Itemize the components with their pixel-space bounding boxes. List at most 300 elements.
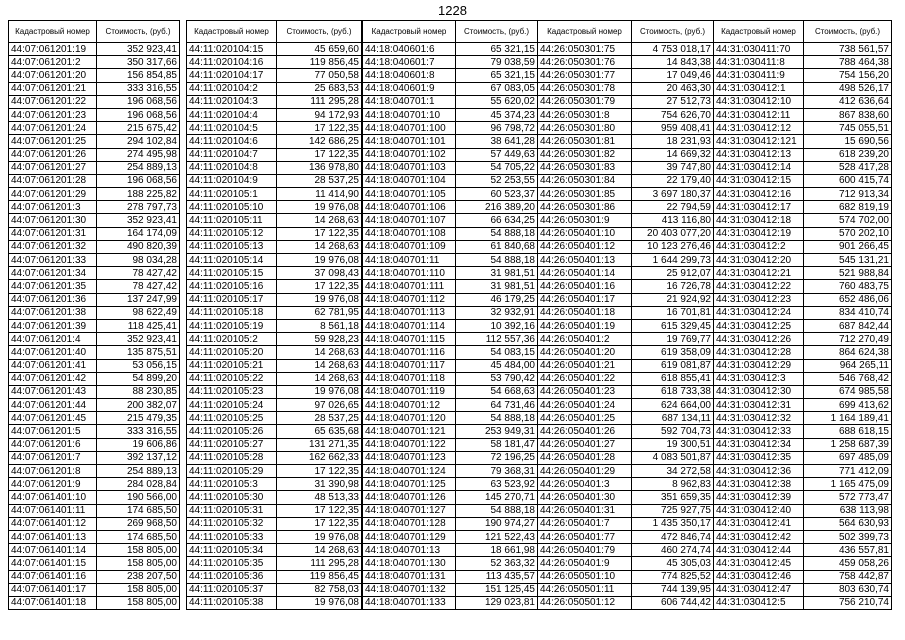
cadastral-number-cell: 44:26:050301:85: [538, 188, 632, 201]
table-row: [9, 491, 180, 504]
cost-cell: 31 390,98: [277, 478, 362, 491]
cadastral-number-cell: 44:26:050401:77: [538, 530, 632, 543]
cost-cell: 190 974,27: [456, 517, 538, 530]
cadastral-number-cell: 44:18:040701:114: [363, 319, 456, 332]
cost-cell: 16 701,81: [632, 306, 714, 319]
cost-cell: 22 179,40: [632, 174, 714, 187]
cadastral-number-cell: 44:11:020104:15: [187, 43, 277, 56]
cost-cell: 131 271,35: [277, 438, 362, 451]
table-row: [538, 254, 714, 267]
cadastral-number-cell: 44:26:050301:82: [538, 148, 632, 161]
table-row: [9, 359, 180, 372]
table-row: [538, 280, 714, 293]
cadastral-number-cell: 44:26:050401:18: [538, 306, 632, 319]
cadastral-number-cell: 44:11:020105:30: [187, 491, 277, 504]
table-row: [538, 399, 714, 412]
table-row: [538, 465, 714, 478]
cost-cell: 94 172,93: [277, 108, 362, 121]
cadastral-number-cell: 44:07:061201:32: [9, 240, 97, 253]
cost-cell: 459 058,26: [804, 557, 892, 570]
table-row: [538, 570, 714, 583]
cost-cell: 253 949,31: [456, 425, 538, 438]
table-row: [187, 56, 362, 69]
cost-cell: 97 026,65: [277, 399, 362, 412]
cost-cell: 19 769,77: [632, 333, 714, 346]
table-row: [363, 161, 538, 174]
cadastral-number-cell: 44:07:061201:3: [9, 201, 97, 214]
table-row: [187, 188, 362, 201]
table-row: [538, 319, 714, 332]
table-row: [187, 240, 362, 253]
table-row: [187, 478, 362, 491]
table-row: [9, 43, 180, 56]
cadastral-number-cell: 44:11:020105:36: [187, 570, 277, 583]
cost-cell: 294 102,84: [97, 135, 180, 148]
cost-cell: 64 731,46: [456, 399, 538, 412]
table-row: [363, 280, 538, 293]
table-row: [363, 306, 538, 319]
cost-cell: 682 819,19: [804, 201, 892, 214]
cost-cell: 53 790,42: [456, 372, 538, 385]
table-row: [714, 517, 892, 530]
cost-cell: 14 268,63: [277, 346, 362, 359]
cadastral-number-cell: 44:11:020104:16: [187, 56, 277, 69]
cadastral-number-cell: 44:07:061401:18: [9, 596, 97, 609]
cadastral-number-cell: 44:11:020105:27: [187, 438, 277, 451]
cost-cell: 19 976,08: [277, 385, 362, 398]
cost-cell: 162 662,33: [277, 451, 362, 464]
cost-cell: 174 685,50: [97, 530, 180, 543]
cost-cell: 274 495,98: [97, 148, 180, 161]
cost-cell: 65 321,15: [456, 69, 538, 82]
cost-cell: 137 247,99: [97, 293, 180, 306]
table-row: [538, 293, 714, 306]
table-row: [363, 438, 538, 451]
cost-cell: 3 697 180,37: [632, 188, 714, 201]
cadastral-number-cell: 44:26:050401:26: [538, 425, 632, 438]
cost-cell: 352 923,41: [97, 333, 180, 346]
header-cost: Стоимость, (руб.): [804, 21, 892, 43]
table-row: [714, 69, 892, 82]
cost-cell: 158 805,00: [97, 557, 180, 570]
cost-cell: 412 636,64: [804, 95, 892, 108]
cadastral-number-cell: 44:18:040701:101: [363, 135, 456, 148]
cost-cell: 62 781,95: [277, 306, 362, 319]
header-cadastral-number: Кадастровый номер: [9, 21, 97, 43]
cost-cell: 52 253,55: [456, 174, 538, 187]
table-row: [187, 267, 362, 280]
cadastral-number-cell: 44:11:020104:8: [187, 161, 277, 174]
table-row: [363, 425, 538, 438]
cadastral-number-cell: 44:11:020104:7: [187, 148, 277, 161]
cost-cell: 216 389,20: [456, 201, 538, 214]
cost-cell: 37 098,43: [277, 267, 362, 280]
table-row: [9, 227, 180, 240]
cadastral-number-cell: 44:18:040701:119: [363, 385, 456, 398]
cost-cell: 615 329,45: [632, 319, 714, 332]
cadastral-number-cell: 44:07:061201:23: [9, 108, 97, 121]
cost-cell: 754 156,20: [804, 69, 892, 82]
table-row: [538, 122, 714, 135]
table-row: [9, 148, 180, 161]
cadastral-number-cell: 44:07:061201:34: [9, 267, 97, 280]
cadastral-number-cell: 44:18:040701:133: [363, 596, 456, 609]
cadastral-number-cell: 44:07:061201:21: [9, 82, 97, 95]
cadastral-number-cell: 44:31:030412:39: [714, 491, 804, 504]
table-row: [714, 267, 892, 280]
cost-cell: 54 888,18: [456, 254, 538, 267]
cadastral-number-cell: 44:07:061201:9: [9, 478, 97, 491]
table-row: [538, 425, 714, 438]
cost-cell: 142 686,25: [277, 135, 362, 148]
cost-cell: 333 316,55: [97, 425, 180, 438]
cadastral-number-cell: 44:26:050401:24: [538, 399, 632, 412]
cost-cell: 151 125,45: [456, 583, 538, 596]
cadastral-number-cell: 44:11:020105:26: [187, 425, 277, 438]
cost-cell: 17 122,35: [277, 122, 362, 135]
table-row: [714, 583, 892, 596]
table-row: [9, 122, 180, 135]
cost-cell: 22 794,59: [632, 201, 714, 214]
header-cost: Стоимость, (руб.): [456, 21, 538, 43]
table-row: [9, 465, 180, 478]
cost-cell: 564 630,93: [804, 517, 892, 530]
cadastral-number-cell: 44:11:020104:17: [187, 69, 277, 82]
cadastral-number-cell: 44:18:040601:7: [363, 56, 456, 69]
table-row: [538, 306, 714, 319]
table-row: [714, 306, 892, 319]
table-row: [363, 385, 538, 398]
cost-cell: 350 317,66: [97, 56, 180, 69]
cadastral-number-cell: 44:18:040701:124: [363, 465, 456, 478]
cost-cell: 688 618,15: [804, 425, 892, 438]
cadastral-number-cell: 44:31:030412:22: [714, 280, 804, 293]
table-row: [714, 108, 892, 121]
table-row: [363, 504, 538, 517]
cadastral-number-cell: 44:31:030412:16: [714, 188, 804, 201]
table-row: [714, 425, 892, 438]
cost-cell: 754 626,70: [632, 108, 714, 121]
cadastral-number-cell: 44:18:040701:126: [363, 491, 456, 504]
cadastral-number-cell: 44:11:020105:31: [187, 504, 277, 517]
cadastral-number-cell: 44:26:050301:80: [538, 122, 632, 135]
table-row: [714, 557, 892, 570]
cadastral-number-cell: 44:26:050401:14: [538, 267, 632, 280]
cost-cell: 14 268,63: [277, 544, 362, 557]
table-row: [714, 293, 892, 306]
table-row: [714, 174, 892, 187]
cadastral-number-cell: 44:31:030412:38: [714, 478, 804, 491]
table-row: [363, 451, 538, 464]
cadastral-number-cell: 44:31:030412:23: [714, 293, 804, 306]
cost-cell: 352 923,41: [97, 43, 180, 56]
table-row: [187, 438, 362, 451]
cost-cell: 21 924,92: [632, 293, 714, 306]
table-row: [714, 188, 892, 201]
table-row: [363, 530, 538, 543]
cost-cell: 196 068,56: [97, 95, 180, 108]
cadastral-number-cell: 44:07:061201:28: [9, 174, 97, 187]
table-row: [9, 557, 180, 570]
cost-cell: 674 985,58: [804, 385, 892, 398]
cost-cell: 15 690,56: [804, 135, 892, 148]
cadastral-number-cell: 44:18:040701:123: [363, 451, 456, 464]
table-row: [187, 596, 362, 609]
table-row: [187, 306, 362, 319]
cadastral-number-cell: 44:31:030412:5: [714, 596, 804, 609]
cadastral-number-cell: 44:31:030412:18: [714, 214, 804, 227]
cost-cell: 17 122,35: [277, 280, 362, 293]
table-row: [538, 267, 714, 280]
cadastral-number-cell: 44:26:050301:77: [538, 69, 632, 82]
cost-cell: 624 664,00: [632, 399, 714, 412]
cadastral-number-cell: 44:07:061201:29: [9, 188, 97, 201]
table-row: [363, 399, 538, 412]
cadastral-number-cell: 44:11:020105:25: [187, 412, 277, 425]
table-row: [363, 69, 538, 82]
cadastral-number-cell: 44:31:030412:25: [714, 319, 804, 332]
cost-cell: 8 561,18: [277, 319, 362, 332]
cost-cell: 79 038,59: [456, 56, 538, 69]
cost-cell: 65 321,15: [456, 43, 538, 56]
cadastral-number-cell: 44:07:061201:20: [9, 69, 97, 82]
cost-cell: 498 526,17: [804, 82, 892, 95]
cost-cell: 11 414,90: [277, 188, 362, 201]
table-row: [714, 385, 892, 398]
table-row: [187, 346, 362, 359]
cost-cell: 53 056,15: [97, 359, 180, 372]
cost-cell: 111 295,28: [277, 557, 362, 570]
header-cadastral-number: Кадастровый номер: [363, 21, 456, 43]
cadastral-number-cell: 44:26:050401:27: [538, 438, 632, 451]
cost-cell: 54 888,18: [456, 227, 538, 240]
cost-cell: 460 274,74: [632, 544, 714, 557]
cadastral-number-cell: 44:18:040701:100: [363, 122, 456, 135]
cost-cell: 521 988,84: [804, 267, 892, 280]
cost-cell: 1 258 687,39: [804, 438, 892, 451]
table-row: [538, 240, 714, 253]
cadastral-number-cell: 44:18:040701:131: [363, 570, 456, 583]
table-row: [187, 135, 362, 148]
table-row: [538, 227, 714, 240]
cost-cell: 14 268,63: [277, 214, 362, 227]
cost-cell: 60 523,37: [456, 188, 538, 201]
cost-cell: 10 392,16: [456, 319, 538, 332]
table-row: [187, 544, 362, 557]
cadastral-number-cell: 44:26:050301:81: [538, 135, 632, 148]
table-row: [363, 201, 538, 214]
table-row: [187, 122, 362, 135]
cost-cell: 215 675,42: [97, 122, 180, 135]
table-row: [9, 544, 180, 557]
cost-cell: 697 485,09: [804, 451, 892, 464]
cost-cell: 269 968,50: [97, 517, 180, 530]
cadastral-number-cell: 44:26:050301:84: [538, 174, 632, 187]
cadastral-number-cell: 44:11:020105:35: [187, 557, 277, 570]
cadastral-number-cell: 44:07:061201:8: [9, 465, 97, 478]
cadastral-number-cell: 44:18:040701:129: [363, 530, 456, 543]
cost-cell: 45 659,60: [277, 43, 362, 56]
cadastral-number-cell: 44:26:050401:28: [538, 451, 632, 464]
table-row: [187, 148, 362, 161]
cadastral-number-cell: 44:26:050401:17: [538, 293, 632, 306]
cadastral-number-cell: 44:11:020105:11: [187, 214, 277, 227]
table-row: [187, 557, 362, 570]
cadastral-number-cell: 44:26:050301:78: [538, 82, 632, 95]
table-row: [714, 596, 892, 609]
table-row: [187, 174, 362, 187]
cadastral-number-cell: 44:07:061201:25: [9, 135, 97, 148]
cost-cell: 758 442,87: [804, 570, 892, 583]
cost-cell: 687 842,44: [804, 319, 892, 332]
table-row: [714, 504, 892, 517]
cadastral-number-cell: 44:31:030412:31: [714, 399, 804, 412]
cost-cell: 158 805,00: [97, 583, 180, 596]
cost-cell: 959 408,41: [632, 122, 714, 135]
cadastral-number-cell: 44:07:061201:45: [9, 412, 97, 425]
cadastral-number-cell: 44:26:050401:13: [538, 254, 632, 267]
table-row: [538, 174, 714, 187]
cadastral-number-cell: 44:11:020104:2: [187, 82, 277, 95]
table-row: [714, 465, 892, 478]
table-row: [714, 82, 892, 95]
cadastral-number-cell: 44:31:030412:42: [714, 530, 804, 543]
table-row: [9, 188, 180, 201]
cadastral-number-cell: 44:31:030412:15: [714, 174, 804, 187]
cost-cell: 45 374,23: [456, 108, 538, 121]
cost-cell: 574 702,00: [804, 214, 892, 227]
table-row: [363, 491, 538, 504]
cost-cell: 725 927,75: [632, 504, 714, 517]
cadastral-number-cell: 44:18:040701:122: [363, 438, 456, 451]
table-row: [538, 385, 714, 398]
cadastral-number-cell: 44:18:040701:127: [363, 504, 456, 517]
table-row: [9, 333, 180, 346]
cost-cell: 174 685,50: [97, 504, 180, 517]
cadastral-number-cell: 44:07:061201:7: [9, 451, 97, 464]
cadastral-number-cell: 44:07:061201:40: [9, 346, 97, 359]
table-row: [363, 135, 538, 148]
cadastral-number-cell: 44:31:030412:13: [714, 148, 804, 161]
cadastral-number-cell: 44:26:050301:83: [538, 161, 632, 174]
cost-cell: 619 358,09: [632, 346, 714, 359]
table-row: [187, 95, 362, 108]
cost-cell: 18 661,98: [456, 544, 538, 557]
cadastral-number-cell: 44:07:061401:10: [9, 491, 97, 504]
table-row: [363, 359, 538, 372]
header-cost: Стоимость, (руб.): [97, 21, 180, 43]
cost-cell: 19 300,51: [632, 438, 714, 451]
table-row: [538, 346, 714, 359]
table-row: [9, 267, 180, 280]
cadastral-number-cell: 44:18:040701:13: [363, 544, 456, 557]
table-row: [9, 214, 180, 227]
table-row: [187, 570, 362, 583]
cost-cell: 502 399,73: [804, 530, 892, 543]
cadastral-number-cell: 44:18:040701:109: [363, 240, 456, 253]
cost-cell: 351 659,35: [632, 491, 714, 504]
cadastral-number-cell: 44:11:020105:15: [187, 267, 277, 280]
table-row: [9, 596, 180, 609]
cadastral-number-cell: 44:31:030412:14: [714, 161, 804, 174]
cadastral-number-cell: 44:31:030412:28: [714, 346, 804, 359]
cadastral-number-cell: 44:18:040701:130: [363, 557, 456, 570]
table-row: [9, 293, 180, 306]
table-row: [9, 385, 180, 398]
cadastral-number-cell: 44:11:020105:22: [187, 372, 277, 385]
cadastral-number-cell: 44:18:040701:116: [363, 346, 456, 359]
table-row: [363, 333, 538, 346]
cadastral-number-cell: 44:26:050401:10: [538, 227, 632, 240]
cost-cell: 760 483,75: [804, 280, 892, 293]
cadastral-number-cell: 44:11:020105:18: [187, 306, 277, 319]
table-row: [363, 214, 538, 227]
cost-cell: 744 139,95: [632, 583, 714, 596]
cadastral-number-cell: 44:31:030412:34: [714, 438, 804, 451]
cadastral-number-cell: 44:07:061201:31: [9, 227, 97, 240]
cadastral-number-cell: 44:18:040701:113: [363, 306, 456, 319]
cost-cell: 65 635,68: [277, 425, 362, 438]
table-row: [363, 517, 538, 530]
cost-cell: 570 202,10: [804, 227, 892, 240]
cadastral-number-cell: 44:07:061201:6: [9, 438, 97, 451]
table-row: [187, 530, 362, 543]
table-row: [187, 214, 362, 227]
table-row: [363, 412, 538, 425]
cost-cell: 58 181,47: [456, 438, 538, 451]
cost-cell: 67 083,05: [456, 82, 538, 95]
table-row: [538, 478, 714, 491]
table-row: [363, 56, 538, 69]
cost-cell: 96 798,72: [456, 122, 538, 135]
cost-cell: 254 889,13: [97, 465, 180, 478]
cadastral-number-cell: 44:31:030412:30: [714, 385, 804, 398]
cost-cell: 619 081,87: [632, 359, 714, 372]
cost-cell: 135 875,51: [97, 346, 180, 359]
cost-cell: 113 435,57: [456, 570, 538, 583]
cost-cell: 119 856,45: [277, 56, 362, 69]
cost-cell: 54 668,63: [456, 385, 538, 398]
header-cadastral-number: Кадастровый номер: [187, 21, 277, 43]
cadastral-number-cell: 44:18:040701:125: [363, 478, 456, 491]
cadastral-number-cell: 44:31:030412:47: [714, 583, 804, 596]
cost-cell: 72 196,25: [456, 451, 538, 464]
cost-cell: 27 512,73: [632, 95, 714, 108]
table-row: [9, 82, 180, 95]
header-cadastral-number: Кадастровый номер: [714, 21, 804, 43]
cost-cell: 834 410,74: [804, 306, 892, 319]
cadastral-number-cell: 44:18:040601:8: [363, 69, 456, 82]
cost-cell: 25 683,53: [277, 82, 362, 95]
cost-cell: 54 888,18: [456, 504, 538, 517]
cost-cell: 14 268,63: [277, 359, 362, 372]
cadastral-number-cell: 44:31:030412:41: [714, 517, 804, 530]
cadastral-number-cell: 44:18:040701:105: [363, 188, 456, 201]
table-row: [714, 201, 892, 214]
cadastral-number-cell: 44:31:030412:35: [714, 451, 804, 464]
table-row: [363, 372, 538, 385]
cadastral-number-cell: 44:11:020105:24: [187, 399, 277, 412]
table-row: [187, 161, 362, 174]
cost-cell: 284 028,84: [97, 478, 180, 491]
cost-cell: 8 962,83: [632, 478, 714, 491]
table-row: [714, 399, 892, 412]
table-row: [187, 254, 362, 267]
cadastral-number-cell: 44:31:030412:121: [714, 135, 804, 148]
table-row: [187, 412, 362, 425]
cadastral-number-cell: 44:11:020105:3: [187, 478, 277, 491]
table-header-row: [538, 21, 714, 43]
